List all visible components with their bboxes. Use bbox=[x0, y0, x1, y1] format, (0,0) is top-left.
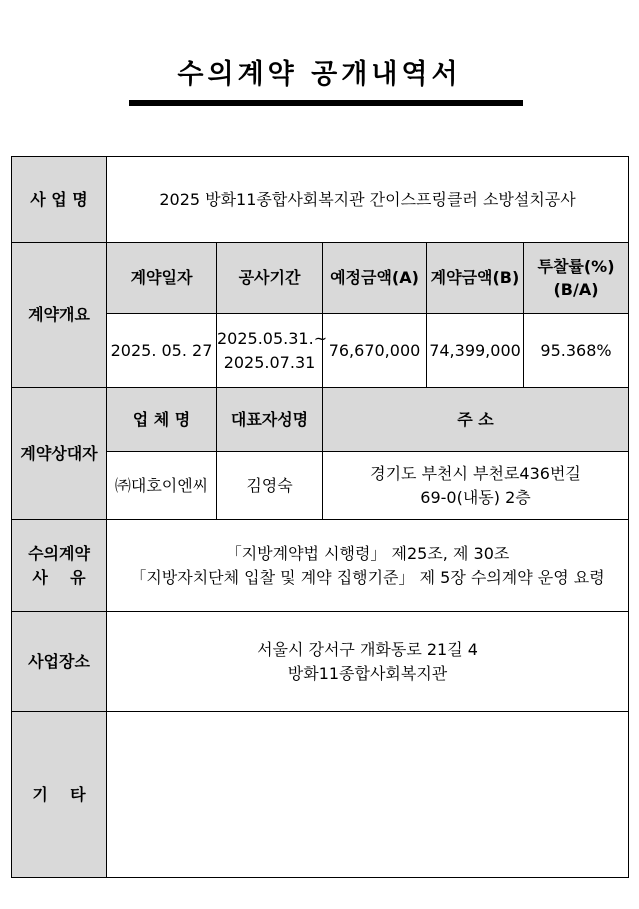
header-bid-rate-line1: 투찰률(%) bbox=[537, 256, 615, 276]
label-reason bbox=[12, 520, 107, 612]
other-value bbox=[107, 712, 629, 878]
header-bid-rate bbox=[524, 243, 629, 314]
representative-value: 김영숙 bbox=[217, 452, 323, 520]
document-title: 수의계약 공개내역서 bbox=[177, 59, 462, 90]
header-representative: 대표자성명 bbox=[217, 388, 323, 452]
project-name-value: 2025 방화11종합사회복지관 간이스프링클러 소방설치공사 bbox=[107, 157, 629, 243]
reason-line2: 「지방자치단체 입찰 및 계약 집행기준」 제 5장 수의계약 운영 요령 bbox=[130, 567, 605, 587]
bid-rate-value: 95.368% bbox=[524, 314, 629, 388]
address-line2: 69-0(내동) 2층 bbox=[420, 487, 531, 507]
header-bid-rate-line2: (B/A) bbox=[553, 280, 599, 299]
period-start: 2025.05.31.~ bbox=[217, 329, 328, 349]
label-reason-line2: 사 유 bbox=[32, 567, 86, 587]
contract-amount-value: 74,399,000 bbox=[427, 314, 524, 388]
header-contract-date: 계약일자 bbox=[107, 243, 217, 314]
location-line1: 서울시 강서구 개화동로 21길 4 bbox=[257, 640, 478, 660]
row-counterparty-headers bbox=[12, 388, 629, 452]
label-other: 기 타 bbox=[12, 712, 107, 878]
construction-period-value bbox=[217, 314, 328, 388]
row-other bbox=[12, 712, 629, 878]
period-end: 2025.07.31 bbox=[223, 352, 316, 372]
label-project-name: 사 업 명 bbox=[12, 157, 107, 243]
reason-line1: 「지방계약법 시행령」 제25조, 제 30조 bbox=[225, 544, 510, 564]
company-name-value: ㈜대호이엔씨 bbox=[107, 452, 217, 520]
contract-date-value: 2025. 05. 27 bbox=[107, 314, 217, 388]
label-location: 사업장소 bbox=[12, 612, 107, 712]
header-construction-period: 공사기간 bbox=[217, 243, 323, 314]
header-address: 주 소 bbox=[323, 388, 629, 452]
row-project-name bbox=[12, 157, 629, 243]
location-value bbox=[107, 612, 629, 712]
title-underline bbox=[129, 100, 523, 106]
row-summary-headers bbox=[12, 243, 629, 314]
estimated-amount-value: 76,670,000 bbox=[323, 314, 427, 388]
address-value bbox=[323, 452, 629, 520]
row-reason bbox=[12, 520, 629, 612]
reason-value bbox=[107, 520, 629, 612]
contract-disclosure-table bbox=[11, 156, 629, 878]
label-counterparty: 계약상대자 bbox=[12, 388, 107, 520]
label-contract-summary: 계약개요 bbox=[12, 243, 107, 388]
header-contract-amount: 계약금액(B) bbox=[427, 243, 524, 314]
header-company-name: 업 체 명 bbox=[107, 388, 217, 452]
label-reason-line1: 수의계약 bbox=[28, 544, 90, 564]
row-location bbox=[12, 612, 629, 712]
location-line2: 방화11종합사회복지관 bbox=[287, 663, 448, 683]
header-estimated-amount: 예정금액(A) bbox=[323, 243, 427, 314]
address-line1: 경기도 부천시 부천로436번길 bbox=[370, 464, 581, 484]
